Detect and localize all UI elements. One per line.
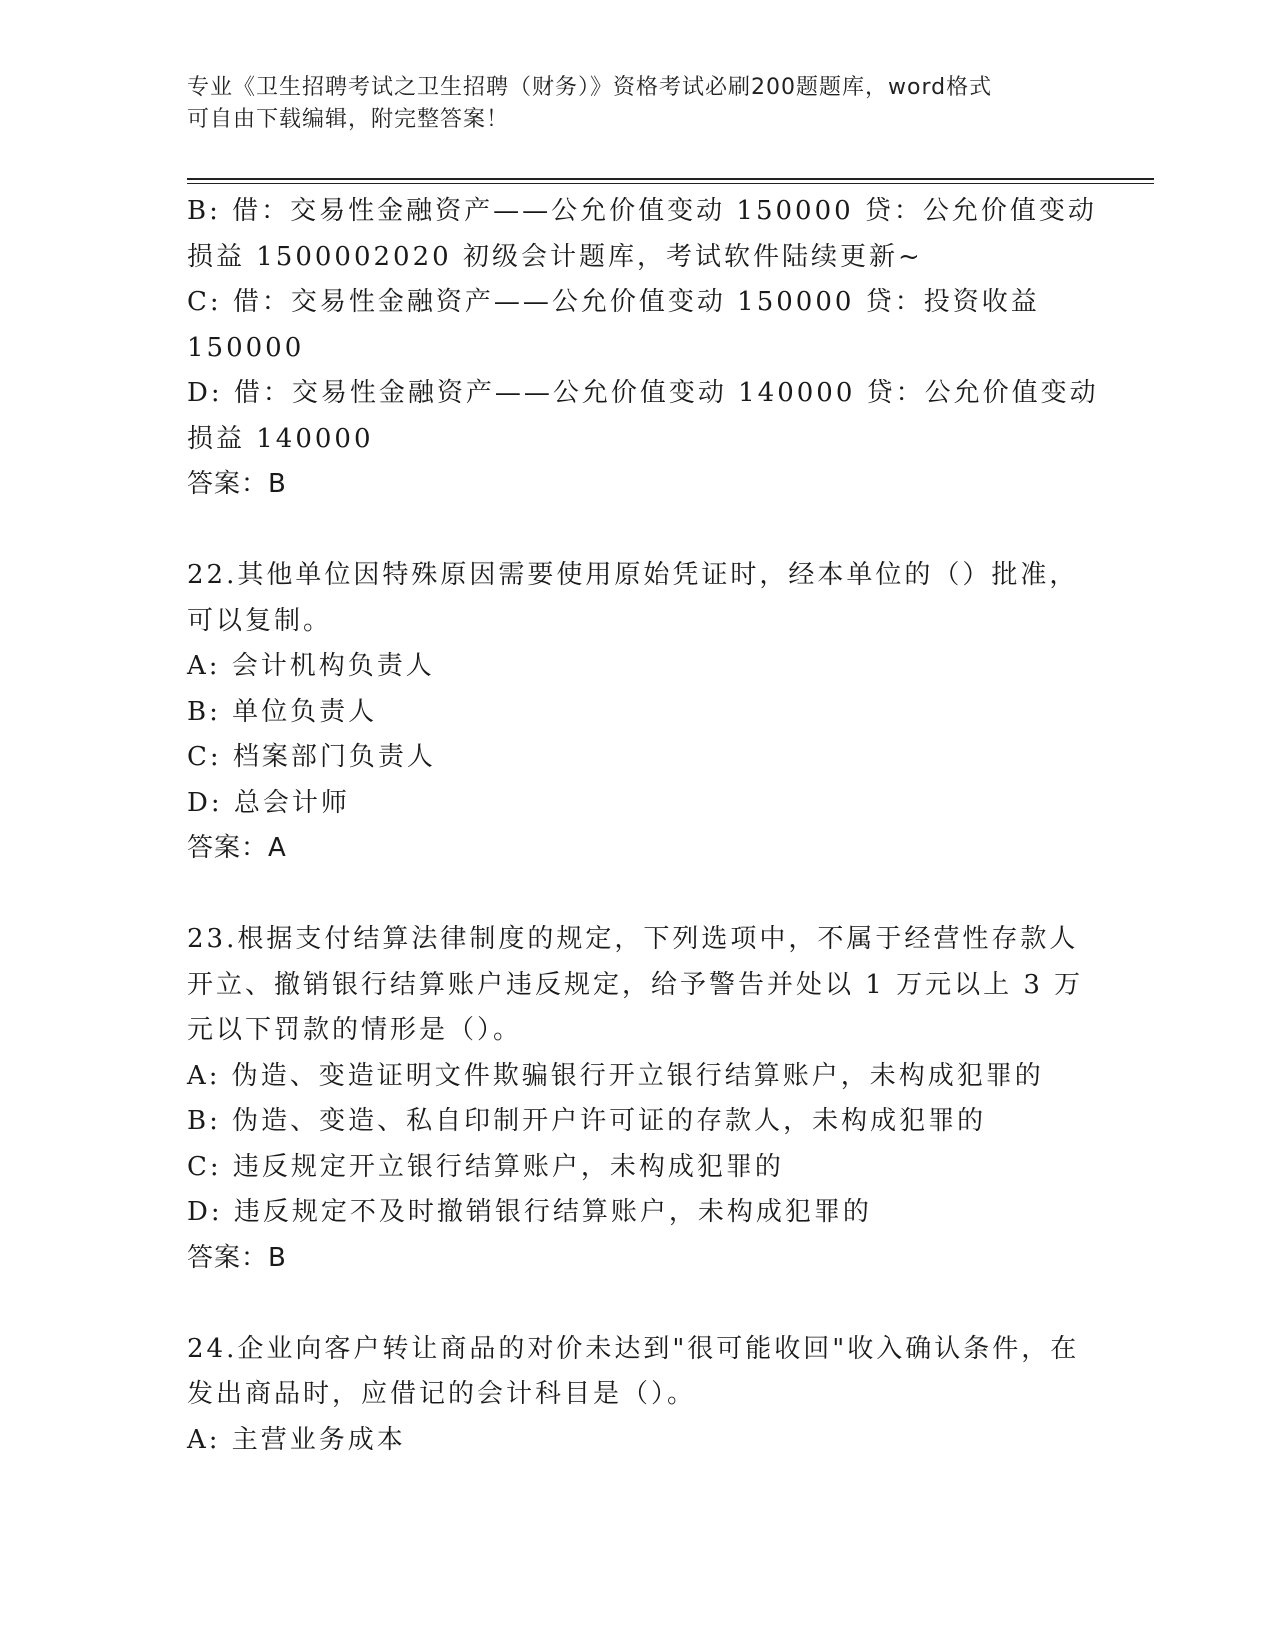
option-c-line-1: C: 借：交易性金融资产——公允价值变动 150000 贷：投资收益 [187,287,1040,317]
answer-22: 答案：A [187,833,287,863]
spacer [187,508,1087,554]
question-23-option-a: A: 伪造、变造证明文件欺骗银行开立银行结算账户，未构成犯罪的 [187,1060,1044,1091]
answer-21: 答案：B [187,469,287,499]
header-rule-thin [187,183,1154,184]
question-content [187,189,1099,1463]
option-d-line-1: D: 借：交易性金融资产——公允价值变动 140000 贷：公允价值变动 [187,378,1099,408]
question-23-stem-line-3: 元以下罚款的情形是（）。 [187,1015,523,1045]
question-22-option-a: A: 会计机构负责人 [187,651,435,681]
question-22-stem-line-1: 22.其他单位因特殊原因需要使用原始凭证时，经本单位的（）批准， [187,560,1079,590]
answer-23: 答案：B [187,1242,287,1273]
question-22-option-c: C: 档案部门负责人 [187,742,436,772]
option-c-line-2: 150000 [187,332,305,363]
question-22-option-d: D: 总会计师 [187,787,350,818]
question-23-stem-line-1: 23.根据支付结算法律制度的规定，下列选项中，不属于经营性存款人 [187,924,1079,954]
question-23-option-d: D: 违反规定不及时撤销银行结算账户，未构成犯罪的 [187,1197,872,1227]
header-line-2: 可自由下载编辑，附完整答案！ [187,107,510,132]
question-24-stem-line-2: 发出商品时，应借记的会计科目是（）。 [187,1379,697,1409]
question-24-option-a: A: 主营业务成本 [187,1424,406,1455]
document-header [187,72,1067,136]
question-23-option-c: C: 违反规定开立银行结算账户，未构成犯罪的 [187,1151,784,1182]
question-22-option-b: B: 单位负责人 [187,696,378,727]
question-21-tail [187,189,1099,508]
question-24-stem-line-1: 24.企业向客户转让商品的对价未达到"很可能收回"收入确认条件，在 [187,1333,1080,1364]
header-rule-thick [187,178,1154,180]
question-22-stem-line-2: 可以复制。 [187,605,333,636]
question-23 [187,917,1087,1281]
option-d-line-2: 损益 140000 [187,423,374,454]
option-b-line-2: 损益 1500002020 初级会计题库，考试软件陆续更新~ [187,241,923,272]
question-24 [187,1327,1087,1464]
header-line-1: 专业《卫生招聘考试之卫生招聘（财务）》资格考试必刷200题题库，word格式 [187,75,993,100]
option-b-line-1: B: 借：交易性金融资产——公允价值变动 150000 贷：公允价值变动 [187,196,1097,226]
question-22 [187,553,1087,872]
spacer [187,872,1087,918]
question-23-stem-line-2: 开立、撤销银行结算账户违反规定，给予警告并处以 1 万元以上 3 万 [187,969,1084,1000]
question-23-option-b: B: 伪造、变造、私自印制开户许可证的存款人，未构成犯罪的 [187,1106,987,1136]
spacer [187,1281,1087,1327]
